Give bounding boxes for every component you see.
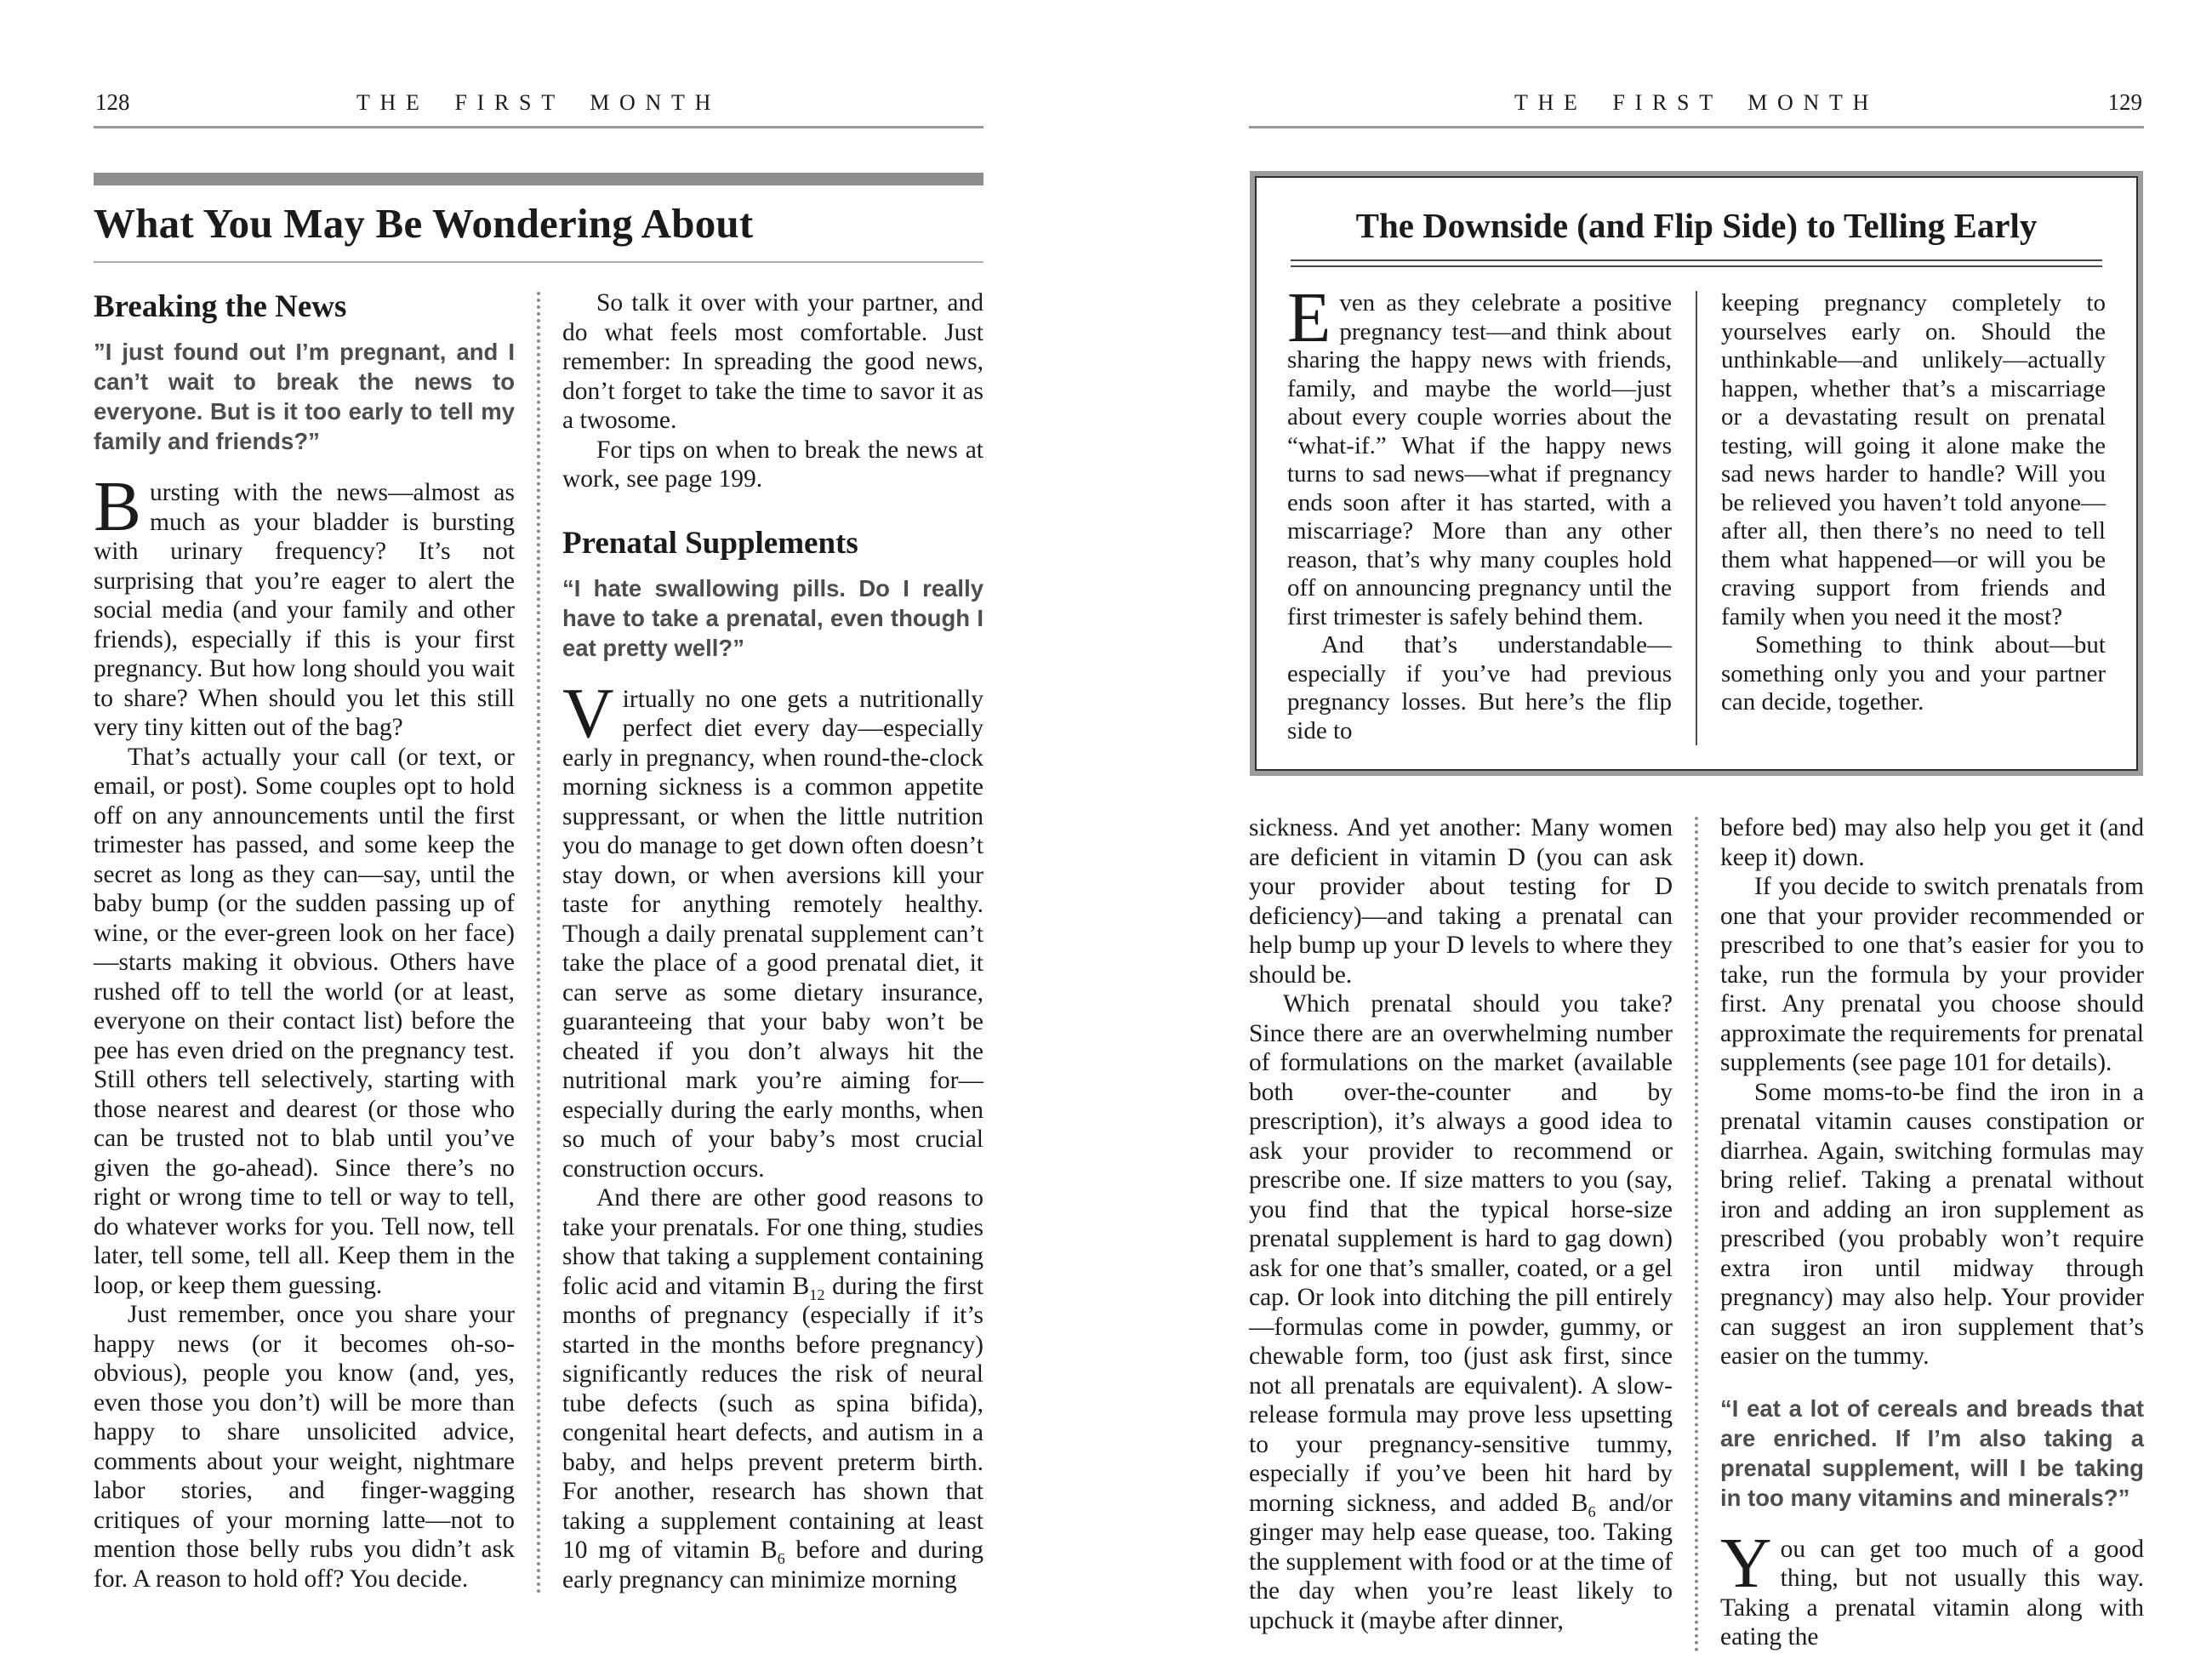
column-2 <box>1720 813 2144 1652</box>
question-paragraph: “I hate swallowing pills. Do I really have to take a prenatal, even though I eat pretty well?” <box>562 574 983 661</box>
body-paragraph: For tips on when to break the news at work, see page 199. <box>562 436 983 493</box>
paragraph-text: before and during early pregnancy can minimize morning <box>562 1536 983 1593</box>
body-paragraph <box>1287 278 1672 631</box>
vitamin-b6-subscript: 6 <box>1588 1502 1596 1520</box>
paragraph-text: and/or ginger may help ease quease, too. Taking the supplement with food or at the time of the day when you’re least likely to upchuck it (maybe after dinner, <box>1249 1489 1673 1634</box>
column-divider <box>537 292 540 1594</box>
heading-prenatal-supplements: Prenatal Supplements <box>562 525 858 561</box>
paragraph-text: ursting with the news—almost as much as your bladder is bursting with urinary frequency? It’s not surprising that you’re eager to alert the social media (and your family and other friends), especially if this is your first pregnancy. But how long should you wait to share? When should you let this still very tiny kitten out of the bag? <box>94 479 515 741</box>
header-rule <box>1249 126 2144 128</box>
sidebar-box <box>1255 176 2138 771</box>
column-1 <box>94 288 515 1594</box>
column-1 <box>1249 813 1673 1652</box>
body-paragraph: If you decide to switch prenatals from one that your provider recommended or prescribed to one that’s easier for you to take, run the formula by your provider first. Any prenatal you choose should approximate the requirements for prenatal supplements (see page 101 for details). <box>1720 873 2144 1076</box>
page-128 <box>94 78 983 1594</box>
body-paragraph: And that’s understandable—especially if you’ve had previous pregnancy losses. But here’s the flip side to <box>1287 631 1672 744</box>
body-paragraph: sickness. And yet another: Many women are deficient in vitamin D (you can ask your provider about testing for D deficiency)—and taking a prenatal can help bump up your D levels to where they should be. <box>1249 814 1673 989</box>
paragraph-text: irtually no one gets a nutritionally perfect diet every day—especially early in pregnancy, when round-the-clock morning sickness is a common appetite suppressant, or when the little nutrition you do manage to get down often doesn’t stay down, or when aversions kill your taste for anything remotely healthy. Though a daily prenatal supplement can’t take the place of a good prenatal diet, it can serve as some dietary insurance, guaranteeing that your baby won’t be cheated if you don’t always hit the nutritional mark you’re aiming for—especially during the early months, when so much of your baby’s most crucial construction occurs. <box>562 685 983 1183</box>
paragraph-text: Which prenatal should you take? Since there are an overwhelming number of formulations on the market (available both over-the-counter and by prescription), it’s always a good idea to ask your provider to recommend or prescribe one. If size matters to you (say, you find that the typical horse-size prenatal supplement is hard to gag down) ask for one that’s smaller, coated, or a gel cap. Or look into ditching the pill entirely—formulas come in powder, gummy, or chewable form, too (just ask first, since not all prenatals are equivalent). A slow-release formula may prove less upsetting to your pregnancy-sensitive tummy, especially if you’ve been hit hard by morning sickness, and added B <box>1249 990 1673 1517</box>
body-paragraph: Something to think about—but something only you and your partner can decide, together. <box>1721 631 2106 715</box>
body-paragraph <box>1249 989 1673 1635</box>
header-rule <box>94 126 983 128</box>
box-title: The Downside (and Flip Side) to Telling Early <box>1355 206 2038 245</box>
paragraph-text: during the first months of pregnancy (especially if it’s started in the months before pregnancy) significantly reduces the risk of neural tube defects (such as spina bifida), congenital heart defects, and autism in a baby, and helps prevent preterm birth. For another, research has shown that taking a supplement containing at least 10 mg of vitamin B <box>562 1272 983 1564</box>
drop-cap: V <box>562 673 614 753</box>
section-title-rule <box>94 261 983 263</box>
page-129 <box>1249 78 2144 1652</box>
box-title-double-rule <box>1291 259 2102 267</box>
page-header-right <box>1249 78 2144 116</box>
body-paragraph <box>1720 1523 2144 1652</box>
body-paragraph: So talk it over with your partner, and do what feels most comfortable. Just remember: In spreading the good news, don’t forget to take the time to savor it as a twosome. <box>562 289 983 434</box>
paragraph-text: ou can get too much of a good thing, but not usually this way. Taking a prenatal vitamin along with eating the <box>1720 1535 2144 1650</box>
body-paragraph <box>94 467 515 743</box>
column-divider <box>1695 817 1698 1652</box>
question-paragraph: “I eat a lot of cereals and breads that are enriched. If I’m also taking a prenatal supplement, will I be taking in too many vitamins and minerals?” <box>1720 1394 2144 1511</box>
body-paragraph: Some moms-to-be find the iron in a prenatal vitamin causes constipation or diarrhea. Again, switching formulas may bring relief. Taking a prenatal without iron and adding an iron supplement as prescribed (you probably won’t require extra iron until midway through pregnancy) may also help. Your provider can suggest an iron supplement that’s easier on the tummy. <box>1720 1078 2144 1370</box>
box-column-1 <box>1287 278 1672 745</box>
running-head: THE FIRST MONTH <box>1514 90 1879 115</box>
left-page-columns <box>94 288 983 1594</box>
page-number: 129 <box>2107 89 2142 115</box>
page-number: 128 <box>95 89 130 115</box>
drop-cap: Y <box>1720 1523 1772 1603</box>
page-header-left <box>94 78 983 116</box>
box-column-divider <box>1696 291 1697 745</box>
drop-cap: E <box>1287 278 1331 357</box>
box-column-2 <box>1721 289 2106 745</box>
body-paragraph: keeping pregnancy completely to yourselves early on. Should the unthinkable—and unlikely—actually happen, whether that’s a miscarriage or a devastating result on prenatal testing, will going it alone make the sad news harder to handle? Will you be relieved you haven’t told anyone—after all, then there’s no need to tell them what happened—or will you be craving support from friends and family when you need it the most? <box>1721 289 2106 630</box>
column-2 <box>562 288 983 1594</box>
body-paragraph: That’s actually your call (or text, or email, or post). Some couples opt to hold off on any announcements until the first trimester has passed, and some keep the secret as long as they can—say, until the baby bump (or the sudden passing up of wine, or the ever-green look on her face)—starts making it obvious. Others have rushed off to tell the world (or at least, everyone on their contact list) before the pee has even dried on the pregnancy test. Still others tell selectively, starting with those nearest and dearest (or those who can be trusted not to blab until you’ve given the go-ahead). Since there’s no right or wrong time to tell or way to tell, do whatever works for you. Tell now, tell later, tell some, tell all. Keep them in the loop, or keep them guessing. <box>94 743 515 1299</box>
box-columns <box>1287 278 2106 745</box>
running-head: THE FIRST MONTH <box>356 90 721 115</box>
heading-breaking-the-news: Breaking the News <box>94 289 347 324</box>
body-paragraph <box>562 1183 983 1594</box>
question-paragraph: ”I just found out I’m pregnant, and I can’t wait to break the news to everyone. But is it too early to tell my family and friends?” <box>94 339 515 454</box>
body-paragraph: before bed) may also help you get it (and keep it) down. <box>1720 814 2144 871</box>
body-paragraph: Just remember, once you share your happy news (or it becomes oh-so-obvious), people you know (and, yes, even those you don’t) will be more than happy to share unsolicited advice, comments about your weight, nightmare labor stories, and finger-wagging critiques of your morning latte—not to mention those belly rubs you didn’t ask for. A reason to hold off? You decide. <box>94 1301 515 1593</box>
paragraph-text: And there are other good reasons to take your prenatals. For one thing, studies show that taking a supplement containing folic acid and vitamin B <box>562 1184 983 1300</box>
drop-cap: B <box>94 467 142 546</box>
section-title: What You May Be Wondering About <box>94 200 754 247</box>
vitamin-b6-subscript: 6 <box>777 1549 785 1567</box>
right-page-columns <box>1249 813 2144 1652</box>
vitamin-b12-subscript: 12 <box>809 1286 825 1303</box>
paragraph-text: ven as they celebrate a positive pregnancy test—and think about sharing the happy news with friends, family, and maybe the world—just about every couple worries about the “what-if.” What if the happy news turns to sad news—what if pregnancy ends soon after it has started, with a miscarriage? More than any other reason, that’s why many couples hold off on announcing pregnancy until the first trimester is safely behind them. <box>1287 289 1672 630</box>
section-title-bar <box>94 173 983 185</box>
body-paragraph <box>562 673 983 1184</box>
